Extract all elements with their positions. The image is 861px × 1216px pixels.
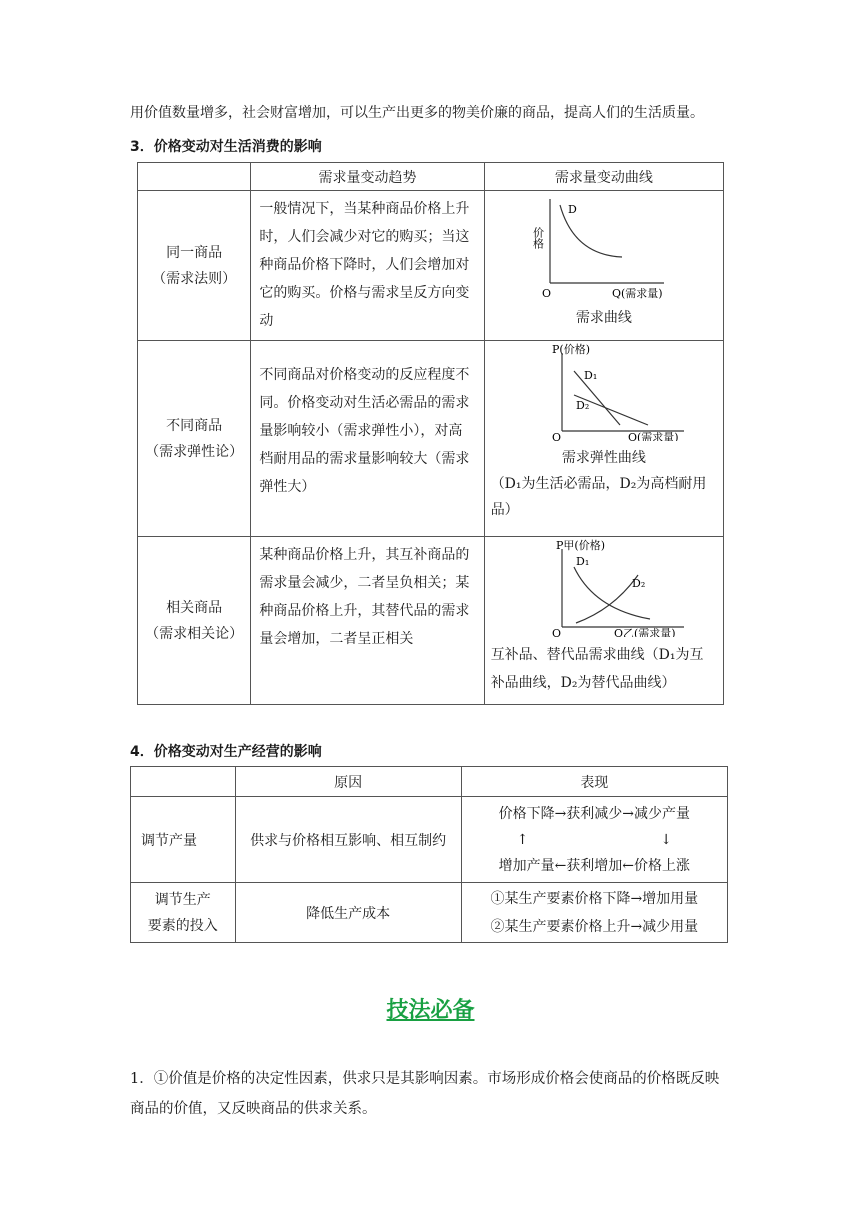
origin-label: O (541, 287, 551, 300)
table-row (138, 341, 724, 537)
chart-caption: 需求曲线 (575, 310, 632, 326)
table-row (131, 797, 728, 883)
curve-d1-label: D₁ (583, 369, 598, 382)
y-axis-label: 价格 (531, 227, 545, 249)
row-label-line: 相关商品 (166, 599, 223, 616)
x-axis-label: Q(需求量) (627, 431, 679, 441)
table-header-row (138, 163, 724, 191)
row-description: 某种商品价格上升，其互补商品的需求量会减少，二者呈负相关；某种商品价格上升，其替代品的需求量会增加，二者呈正相关 (251, 537, 484, 705)
skills-title: 技法必备 (386, 998, 475, 1023)
row-label (138, 341, 251, 537)
row-label-line: （需求相关论） (145, 625, 244, 642)
cycle-arrows (462, 827, 727, 853)
performance-line: ①某生产要素价格下降→增加用量 (490, 890, 699, 907)
row-label-line: 调节生产 (154, 891, 211, 908)
arrow-down: ↓ (660, 831, 672, 848)
x-axis-label: Q乙(需求量) (613, 627, 676, 637)
header-reason: 原因 (235, 767, 461, 797)
origin-label: O (551, 431, 561, 441)
complement-substitute-cell (484, 537, 723, 705)
table-header-row (131, 767, 728, 797)
row-label (138, 191, 251, 341)
chart-caption: 互补品、替代品需求曲线（D₁为互补品曲线，D₂为替代品曲线） (490, 647, 704, 691)
row-description: 不同商品对价格变动的反应程度不同。价格变动对生活必需品的需求量影响较小（需求弹性小），对高档耐用品的需求量影响较大（需求弹性大） (251, 341, 484, 537)
y-axis-label: P甲(价格) (555, 539, 605, 552)
y-axis-label: P(价格) (551, 343, 590, 356)
header-curve: 需求量变动曲线 (484, 163, 723, 191)
row-label-line: （需求弹性论） (145, 443, 244, 460)
origin-label: O (551, 627, 561, 637)
elasticity-curve-chart (504, 343, 704, 441)
elasticity-curve-cell (484, 341, 723, 537)
curve-d2-label: D₂ (575, 399, 590, 412)
demand-curve-cell (484, 191, 723, 341)
header-cell (131, 767, 236, 797)
curve-label: D (567, 203, 577, 216)
header-cell (138, 163, 251, 191)
row-label-line: 不同商品 (166, 417, 223, 434)
chart-caption-note: （D₁为生活必需品，D₂为高档耐用品） (490, 476, 707, 518)
chart-caption: 需求弹性曲线 (561, 450, 646, 466)
cycle-line-top: 价格下降→获利减少→减少产量 (498, 805, 691, 822)
performance-line: ②某生产要素价格上升→减少用量 (490, 918, 699, 935)
section3-heading: 3．价格变动对生活消费的影响 (130, 139, 322, 155)
demand-curve-chart (504, 193, 704, 301)
complement-substitute-chart (504, 539, 704, 637)
production-table (130, 766, 728, 943)
row-label-line: 要素的投入 (147, 917, 218, 934)
curve-d1-label: D₁ (575, 555, 590, 568)
cycle-line-bottom: 增加产量←获利增加←价格上涨 (498, 857, 691, 874)
row-label (131, 883, 236, 943)
arrow-up: ↑ (516, 831, 529, 848)
curve-d2-label: D₂ (631, 577, 646, 590)
consumption-table (137, 162, 724, 705)
row-description: 一般情况下，当某种商品价格上升时，人们会减少对它的购买；当这种商品价格下降时，人们会增加对它的购买。价格与需求呈反方向变动 (251, 191, 484, 341)
row-performance (461, 797, 727, 883)
row-label (138, 537, 251, 705)
table-row (138, 191, 724, 341)
header-performance: 表现 (461, 767, 727, 797)
x-axis-label: Q(需求量) (611, 287, 663, 300)
skills-point-1: 1．①价值是价格的决定性因素，供求只是其影响因素。市场形成价格会使商品的价格既反映商品的价值，又反映商品的供求关系。 (130, 1071, 720, 1117)
section4-heading: 4．价格变动对生产经营的影响 (130, 744, 322, 760)
curve-d1 (574, 567, 650, 619)
table-row (131, 883, 728, 943)
table-row (138, 537, 724, 705)
row-label-line: 同一商品 (166, 244, 223, 261)
row-performance (461, 883, 727, 943)
intro-paragraph: 用价值数量增多，社会财富增加，可以生产出更多的物美价廉的商品，提高人们的生活质量。 (130, 105, 704, 121)
curve-d2 (576, 575, 638, 623)
row-label-line: （需求法则） (152, 270, 237, 287)
row-label: 调节产量 (131, 797, 236, 883)
header-trend: 需求量变动趋势 (251, 163, 484, 191)
row-reason: 供求与价格相互影响、相互制约 (235, 797, 461, 883)
row-reason: 降低生产成本 (235, 883, 461, 943)
